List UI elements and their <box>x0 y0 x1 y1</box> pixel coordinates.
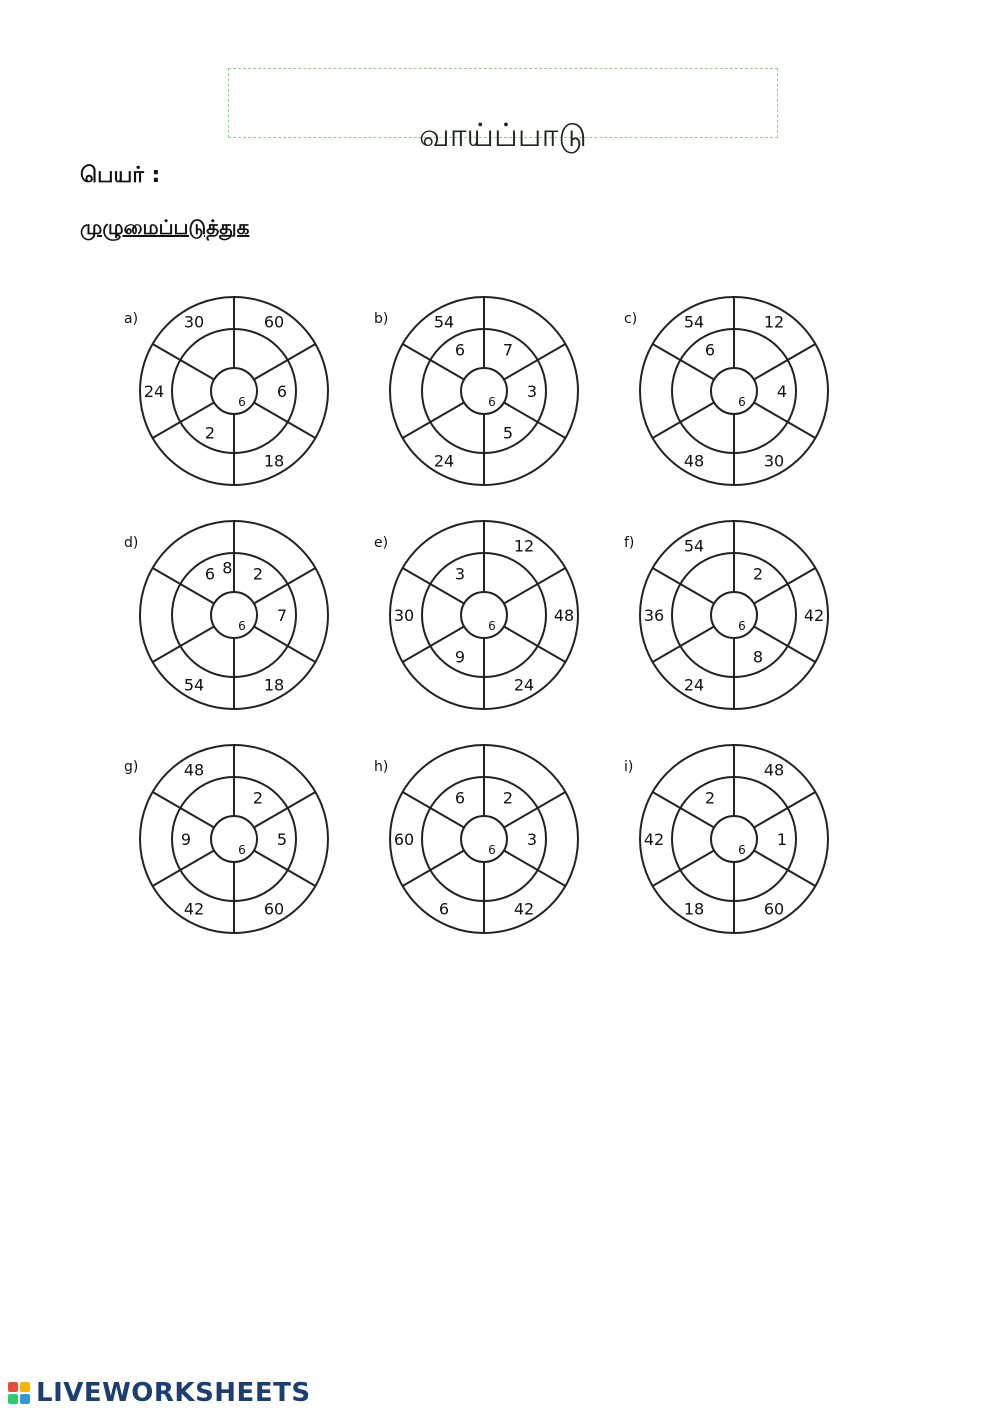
wheel-center-number: 6 <box>488 843 496 857</box>
wheel-spoke <box>254 627 315 663</box>
wheel-e <box>374 521 578 709</box>
outer-number: 12 <box>763 312 785 332</box>
inner-number: 7 <box>502 340 514 360</box>
wheel-spoke <box>254 403 315 439</box>
inner-number: 3 <box>454 564 466 584</box>
wheel-b <box>374 297 578 485</box>
instruction: முழுமைப்படுத்துக <box>80 215 250 239</box>
inner-number: 2 <box>752 564 764 584</box>
outer-number: 48 <box>763 760 785 780</box>
inner-number: 6 <box>204 564 216 584</box>
outer-number: 54 <box>183 675 205 695</box>
wheel-center-number: 6 <box>488 619 496 633</box>
wheel-spoke <box>653 851 714 887</box>
wheel-ring-2 <box>211 592 257 638</box>
wheel-spoke <box>153 792 214 828</box>
wheel-spoke <box>153 627 214 663</box>
wheel-spoke <box>504 792 565 828</box>
outer-number: 60 <box>263 312 285 332</box>
wheel-h <box>374 745 578 933</box>
wheel-spoke <box>254 851 315 887</box>
wheel-spoke <box>403 403 464 439</box>
wheel-spoke <box>504 851 565 887</box>
outer-number: 54 <box>683 312 705 332</box>
inner-number: 6 <box>704 340 716 360</box>
inner-number: 5 <box>502 423 514 443</box>
inner-number: 2 <box>252 564 264 584</box>
inner-number: 2 <box>502 788 514 808</box>
wheel-ring-2 <box>461 368 507 414</box>
outer-number: 24 <box>143 382 165 401</box>
outer-number: 48 <box>553 606 575 625</box>
wheel-center-number: 6 <box>238 843 246 857</box>
wheel-spoke <box>754 403 815 439</box>
logo-square-green <box>8 1394 18 1404</box>
wheel-spoke <box>754 851 815 887</box>
wheel-label: c) <box>624 311 638 327</box>
outer-number: 30 <box>393 606 415 625</box>
outer-number: 60 <box>393 830 415 849</box>
outer-number: 42 <box>803 606 825 625</box>
inner-number: 5 <box>276 830 288 849</box>
wheel-f <box>624 521 828 709</box>
inner-number: 2 <box>704 788 716 808</box>
outer-number: 60 <box>763 899 785 919</box>
name-label: பெயர் : <box>80 163 161 188</box>
wheel-spoke <box>754 627 815 663</box>
liveworksheets-logo-icon <box>8 1382 30 1404</box>
wheel-spoke <box>754 344 815 380</box>
outer-number: 18 <box>263 675 285 695</box>
inner-number: 6 <box>454 788 466 808</box>
logo-square-blue <box>20 1394 30 1404</box>
wheel-label: e) <box>374 535 389 551</box>
outer-number: 42 <box>183 899 205 919</box>
inner-number: 8 <box>222 558 233 578</box>
outer-number: 54 <box>433 312 455 332</box>
inner-number: 9 <box>454 647 466 667</box>
wheel-label: f) <box>624 535 635 551</box>
outer-number: 18 <box>683 899 705 919</box>
outer-number: 30 <box>183 312 205 332</box>
wheel-ring-2 <box>711 816 757 862</box>
logo-square-yellow <box>20 1382 30 1392</box>
outer-number: 24 <box>433 451 455 471</box>
wheel-spoke <box>754 792 815 828</box>
brand-text: LIVEWORKSHEETS <box>36 1378 311 1408</box>
outer-number: 60 <box>263 899 285 919</box>
inner-number: 3 <box>526 382 538 401</box>
footer-brand <box>8 1378 311 1408</box>
page-title: வாய்ப்பாடு <box>419 116 587 154</box>
wheel-label: a) <box>124 311 139 327</box>
wheel-ring-2 <box>711 368 757 414</box>
wheel-label: h) <box>374 759 389 775</box>
inner-number: 8 <box>752 647 764 667</box>
wheel-center-number: 6 <box>738 395 746 409</box>
wheel-spoke <box>504 627 565 663</box>
outer-number: 24 <box>683 675 705 695</box>
inner-number: 7 <box>276 606 288 625</box>
wheel-spoke <box>254 344 315 380</box>
wheel-a <box>124 297 328 485</box>
logo-square-red <box>8 1382 18 1392</box>
wheel-spoke <box>653 627 714 663</box>
wheel-ring-2 <box>711 592 757 638</box>
outer-number: 36 <box>643 606 665 625</box>
outer-number: 12 <box>513 536 535 556</box>
wheel-spoke <box>504 403 565 439</box>
wheel-ring-2 <box>461 816 507 862</box>
wheel-spoke <box>403 851 464 887</box>
inner-number: 1 <box>776 830 788 849</box>
wheel-spoke <box>504 568 565 604</box>
wheel-center-number: 6 <box>238 395 246 409</box>
wheel-c <box>624 297 828 485</box>
outer-number: 30 <box>763 451 785 471</box>
wheel-d <box>124 521 328 709</box>
wheel-center-number: 6 <box>738 843 746 857</box>
wheel-ring-2 <box>211 816 257 862</box>
wheel-spoke <box>153 344 214 380</box>
wheel-spoke <box>254 792 315 828</box>
inner-number: 3 <box>526 830 538 849</box>
outer-number: 48 <box>183 760 205 780</box>
wheel-center-number: 6 <box>738 619 746 633</box>
wheel-spoke <box>153 851 214 887</box>
wheel-spoke <box>653 403 714 439</box>
inner-number: 9 <box>180 830 192 849</box>
outer-number: 48 <box>683 451 705 471</box>
inner-number: 2 <box>252 788 264 808</box>
wheel-label: b) <box>374 311 389 327</box>
outer-number: 42 <box>643 830 665 849</box>
wheel-spoke <box>754 568 815 604</box>
wheel-center-number: 6 <box>488 395 496 409</box>
wheel-ring-2 <box>211 368 257 414</box>
wheel-label: i) <box>624 759 634 775</box>
inner-number: 6 <box>276 382 288 401</box>
wheel-label: g) <box>124 759 139 775</box>
outer-number: 54 <box>683 536 705 556</box>
outer-number: 18 <box>263 451 285 471</box>
inner-number: 2 <box>204 423 216 443</box>
wheel-i <box>624 745 828 933</box>
wheel-spoke <box>504 344 565 380</box>
inner-number: 6 <box>454 340 466 360</box>
wheel-spoke <box>254 568 315 604</box>
wheel-g <box>124 745 328 933</box>
outer-number: 42 <box>513 899 535 919</box>
wheel-label: d) <box>124 535 139 551</box>
wheel-center-number: 6 <box>238 619 246 633</box>
inner-number: 4 <box>776 382 788 401</box>
outer-number: 24 <box>513 675 535 695</box>
outer-number: 6 <box>438 899 450 919</box>
wheel-spoke <box>653 568 714 604</box>
wheel-ring-2 <box>461 592 507 638</box>
